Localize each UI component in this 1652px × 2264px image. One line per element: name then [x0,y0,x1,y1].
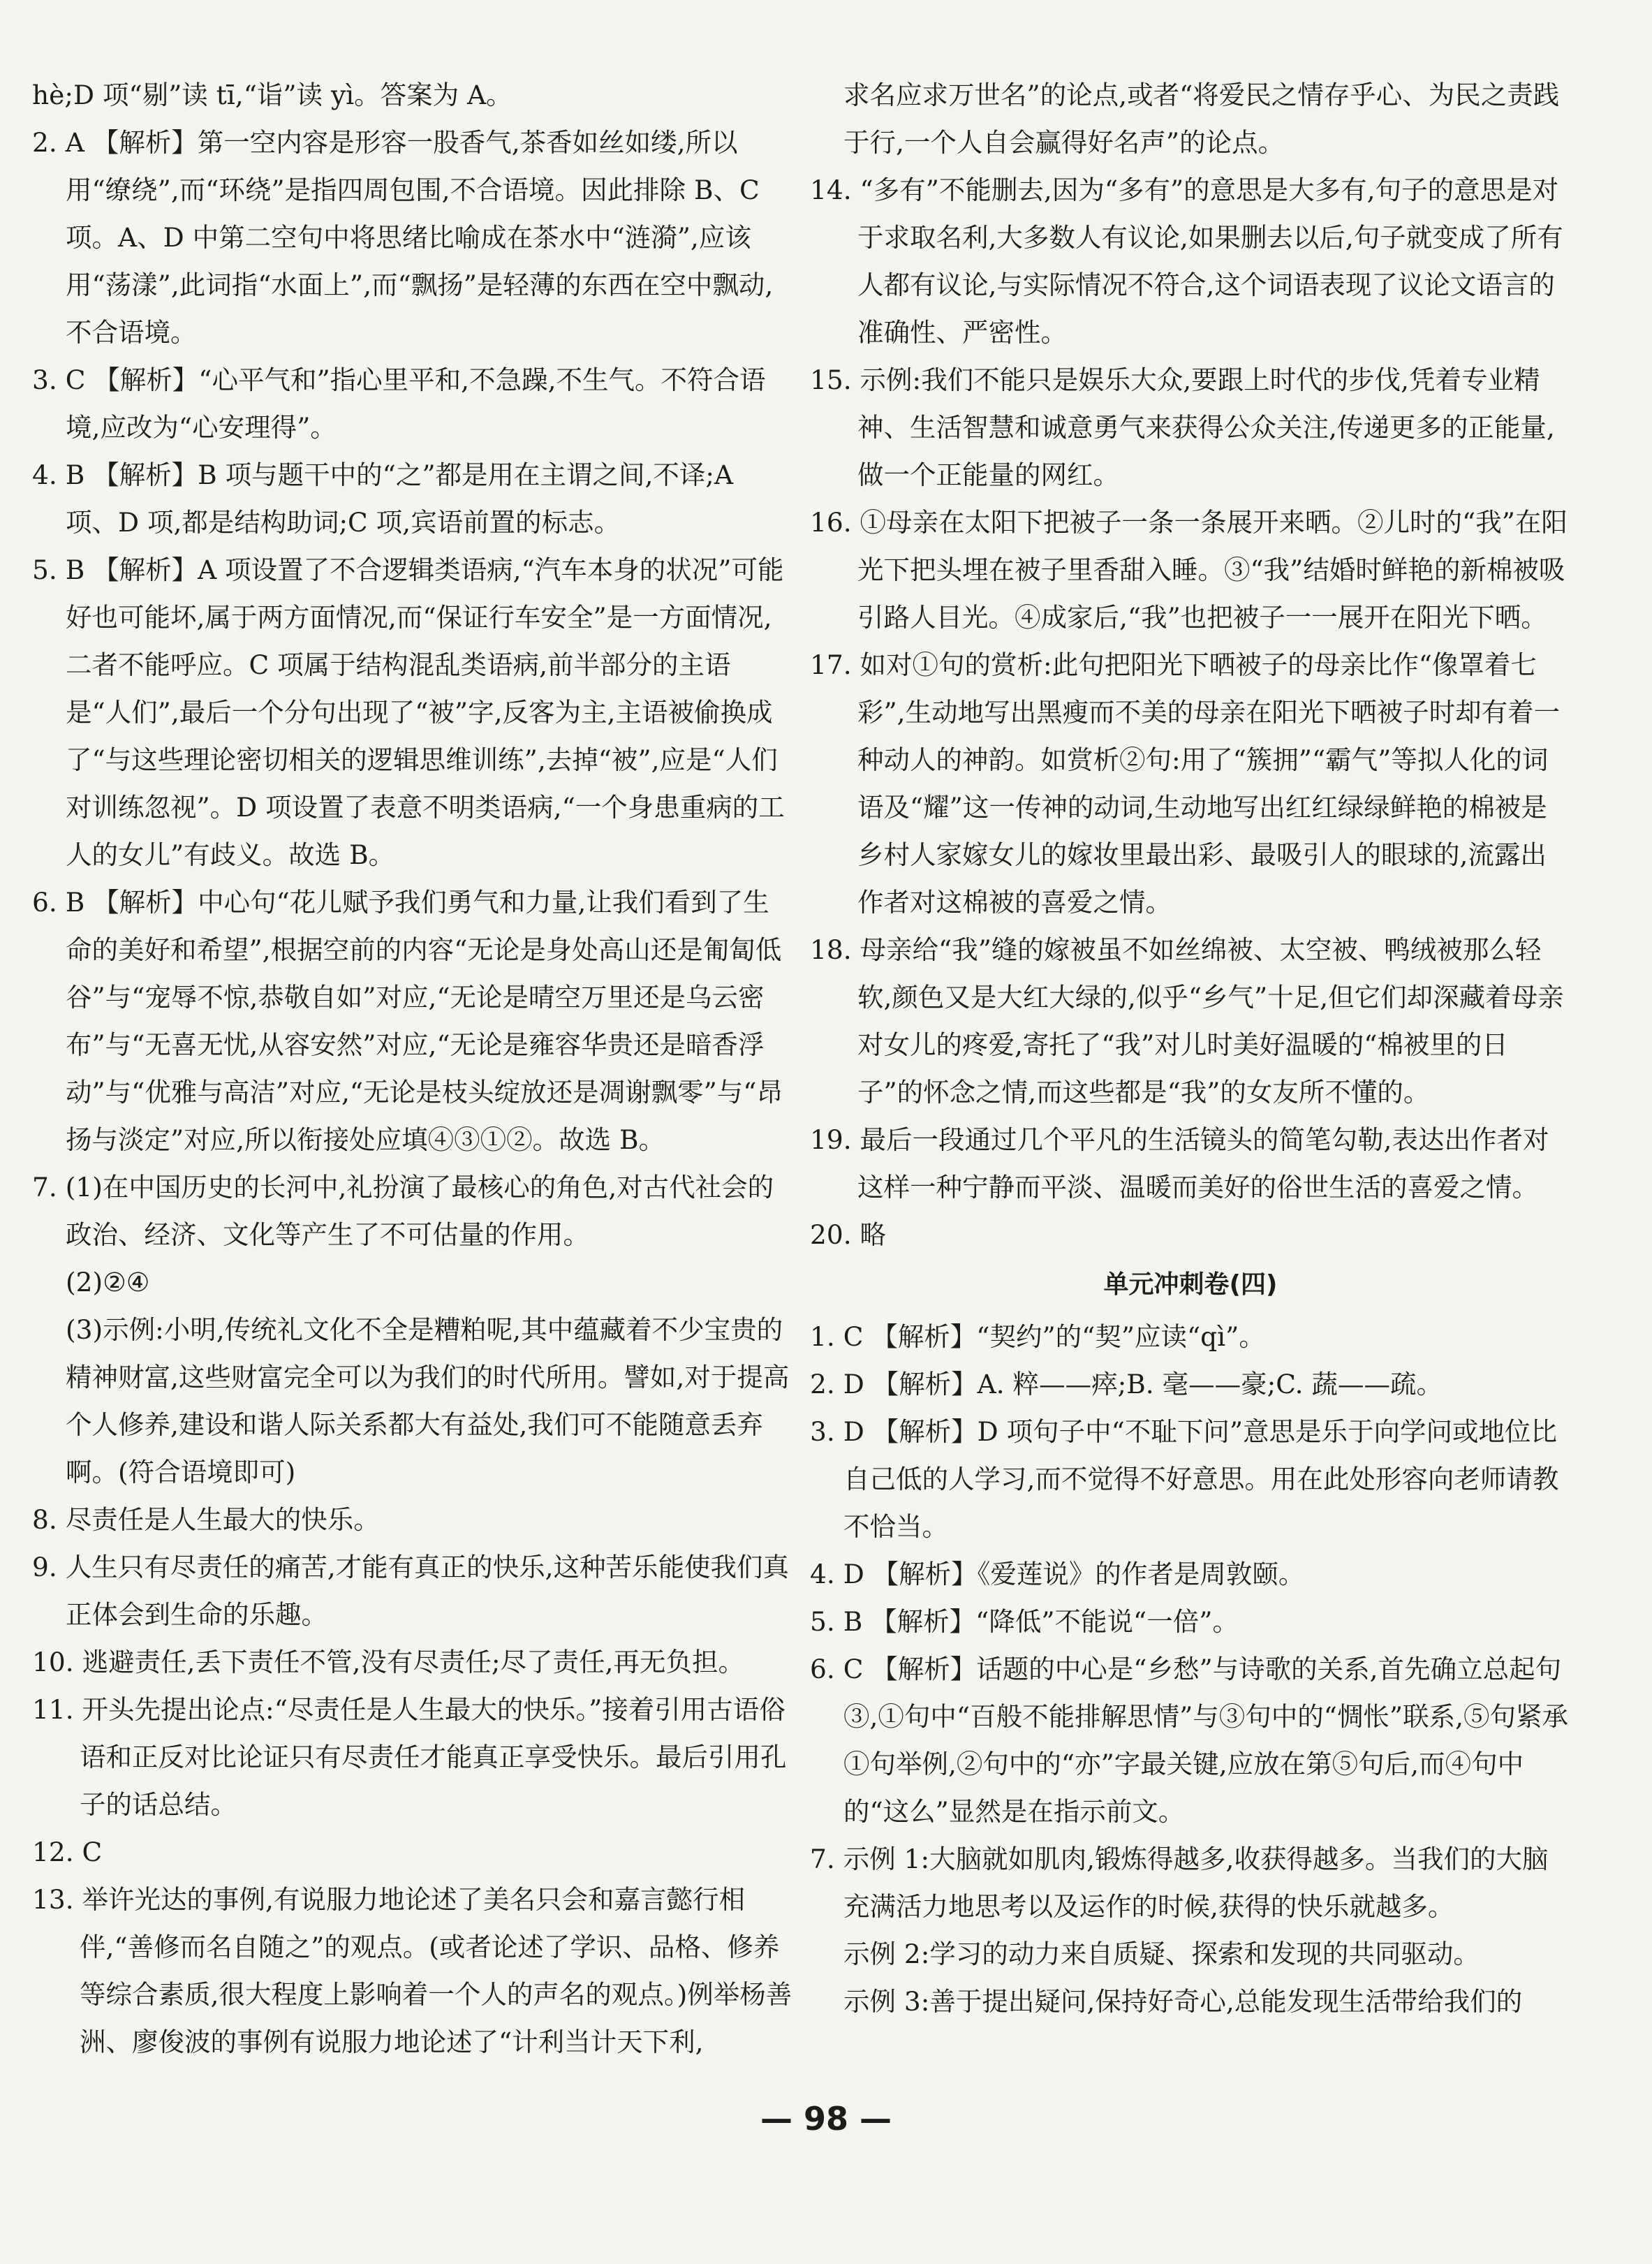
answer-item-s4: 4. D 【解析】《爱莲说》的作者是周敦颐。 [810,1559,1305,1589]
answer-item-s1: 1. C 【解析】“契约”的“契”应读“qì”。 [810,1321,1265,1352]
right-cont-line: 求名应求万世名”的论点,或者“将爱民之情存乎心、为民之责践于行,一个人自会赢得好名声”的论点。 [843,80,1560,158]
page-number: — 98 — [760,2100,892,2138]
answer-item-s7-example2: 示例 2:学习的动力来自质疑、探索和发现的共同驱动。 [843,1939,1480,1969]
left-cont-line: hè;D 项“剔”读 tī,“诣”读 yì。答案为 A。 [32,80,512,110]
answer-item-15: 15. 示例:我们不能只是娱乐大众,要跟上时代的步伐,凭着专业精神、生活智慧和诚意勇气来获得公众关注,传递更多的正能量,做一个正能量的网红。 [810,365,1555,490]
answer-item-6: 6. B 【解析】中心句“花儿赋予我们勇气和力量,让我们看到了生命的美好和希望”,根据空前的内容“无论是身处高山还是匍匐低谷”与“宠辱不惊,恭敬自如”对应,“无论是晴空万里还是乌云密布”与“无喜无忧,从容安然”对应,“无论是雍容华贵还是暗香浮动”与“优雅与高洁”对应,“无论是枝头绽放还是凋谢飘零”与“昂扬与淡定”对应,所以衔接处应填④③①②。故选 B。 [32,887,783,1155]
answer-item-20: 20. 略 [810,1219,887,1250]
answer-item-s5: 5. B 【解析】“降低”不能说“一倍”。 [810,1606,1239,1637]
left-column [32,71,793,2066]
answer-item-4: 4. B 【解析】B 项与题干中的“之”都是用在主谓之间,不译;A 项、D 项,都是结构助词;C 项,宾语前置的标志。 [32,460,734,538]
answer-item-3: 3. C 【解析】“心平气和”指心里平和,不急躁,不生气。不符合语境,应改为“心安理得”。 [32,365,766,443]
answer-item-7: 7. (1)在中国历史的长河中,礼扮演了最核心的角色,对古代社会的政治、经济、文化等产生了不可估量的作用。 [32,1172,774,1250]
answer-item-10: 10. 逃避责任,丢下责任不管,没有尽责任;尽了责任,再无负担。 [32,1647,744,1677]
right-column [810,71,1571,2025]
answer-item-7-3: (3)示例:小明,传统礼文化不全是糟粕呢,其中蕴藏着不少宝贵的精神财富,这些财富完全可以为我们的时代所用。譬如,对于提高个人修养,建设和谐人际关系都大有益处,我们可不能随意丢弃啊。(符合语境即可) [66,1314,790,1487]
answer-item-5: 5. B 【解析】A 项设置了不合逻辑类语病,“汽车本身的状况”可能好也可能坏,属于两方面情况,而“保证行车安全”是一方面情况,二者不能呼应。C 项属于结构混乱类语病,前半部分的主语是“人们”,最后一个分句出现了“被”字,反客为主,主语被偷换成了“与这些理论密切相关的逻辑思维训练”,去掉“被”,应是“人们对训练忽视”。D 项设置了表意不明类语病,“一个身患重病的工人的女儿”有歧义。故选 B。 [32,554,785,870]
answer-item-17: 17. 如对①句的赏析:此句把阳光下晒被子的母亲比作“像罩着七彩”,生动地写出黑瘦而不美的母亲在阳光下晒被子时却有着一种动人的神韵。如赏析②句:用了“簇拥”“霸气”等拟人化的词语及“耀”这一传神的动词,生动地写出红红绿绿鲜艳的棉被是乡村人家嫁女儿的嫁妆里最出彩、最吸引人的眼球的,流露出作者对这棉被的喜爱之情。 [810,649,1561,918]
answer-item-14: 14. “多有”不能删去,因为“多有”的意思是大多有,句子的意思是对于求取名利,大多数人有议论,如果删去以后,句子就变成了所有人都有议论,与实际情况不符合,这个词语表现了议论文语言的准确性、严密性。 [810,175,1563,348]
answer-item-s2: 2. D 【解析】A. 粹——瘁;B. 毫——豪;C. 蔬——疏。 [810,1369,1443,1399]
answer-item-16: 16. ①母亲在太阳下把被子一条一条展开来晒。②儿时的“我”在阳光下把头埋在被子里香甜入睡。③“我”结婚时鲜艳的新棉被吸引路人目光。④成家后,“我”也把被子一一展开在阳光下晒。 [810,507,1568,633]
answer-item-s7-example3: 示例 3:善于提出疑问,保持好奇心,总能发现生活带给我们的 [843,1986,1523,2017]
answer-item-19: 19. 最后一段通过几个平凡的生活镜头的简笔勾勒,表达出作者对这样一种宁静而平淡、温暖而美好的俗世生活的喜爱之情。 [810,1124,1549,1203]
answer-item-8: 8. 尽责任是人生最大的快乐。 [32,1504,380,1535]
section-heading: 单元冲刺卷(四) [1103,1270,1278,1299]
answer-item-s7: 7. 示例 1:大脑就如肌肉,锻炼得越多,收获得越多。当我们的大脑充满活力地思考以及运作的时候,获得的快乐就越多。 [810,1844,1549,1922]
answer-item-2: 2. A 【解析】第一空内容是形容一股香气,茶香如丝如缕,所以用“缭绕”,而“环绕”是指四周包围,不合语境。因此排除 B、C 项。A、D 中第二空句中将思绪比喻成在茶水中“涟漪”,应该用“荡漾”,此词指“水面上”,而“飘扬”是轻薄的东西在空中飘动,不合语境。 [32,127,774,348]
answer-item-11: 11. 开头先提出论点:“尽责任是人生最大的快乐。”接着引用古语俗语和正反对比论证只有尽责任才能真正享受快乐。最后引用孔子的话总结。 [32,1694,787,1820]
answer-item-s6: 6. C 【解析】话题的中心是“乡愁”与诗歌的关系,首先确立总起句③,①句中“百般不能排解思情”与③句中的“惆怅”联系,⑤句紧承①句举例,②句中的“亦”字最关键,应放在第⑤句后,而④句中的“这么”显然是在指示前文。 [810,1654,1569,1827]
answer-item-13: 13. 举许光达的事例,有说服力地论述了美名只会和嘉言懿行相伴,“善修而名自随之”的观点。(或者论述了学识、品格、修养等综合素质,很大程度上影响着一个人的声名的观点。)例举杨善洲、廖俊波的事例有说服力地论述了“计利当计天下利, [32,1884,792,2057]
answer-item-s3: 3. D 【解析】D 项句子中“不耻下问”意思是乐于向学问或地位比自己低的人学习,而不觉得不好意思。用在此处形容向老师请教不恰当。 [810,1416,1559,1542]
answer-item-7-2: (2)②④ [66,1267,150,1298]
answer-item-12: 12. C [32,1837,103,1867]
answer-item-18: 18. 母亲给“我”缝的嫁被虽不如丝绵被、太空被、鸭绒被那么轻软,颜色又是大红大绿的,似乎“乡气”十足,但它们却深藏着母亲对女儿的疼爱,寄托了“我”对儿时美好温暖的“棉被里的日子”的怀念之情,而这些都是“我”的女友所不懂的。 [810,934,1564,1108]
answer-item-9: 9. 人生只有尽责任的痛苦,才能有真正的快乐,这种苦乐能使我们真正体会到生命的乐趣。 [32,1552,790,1630]
